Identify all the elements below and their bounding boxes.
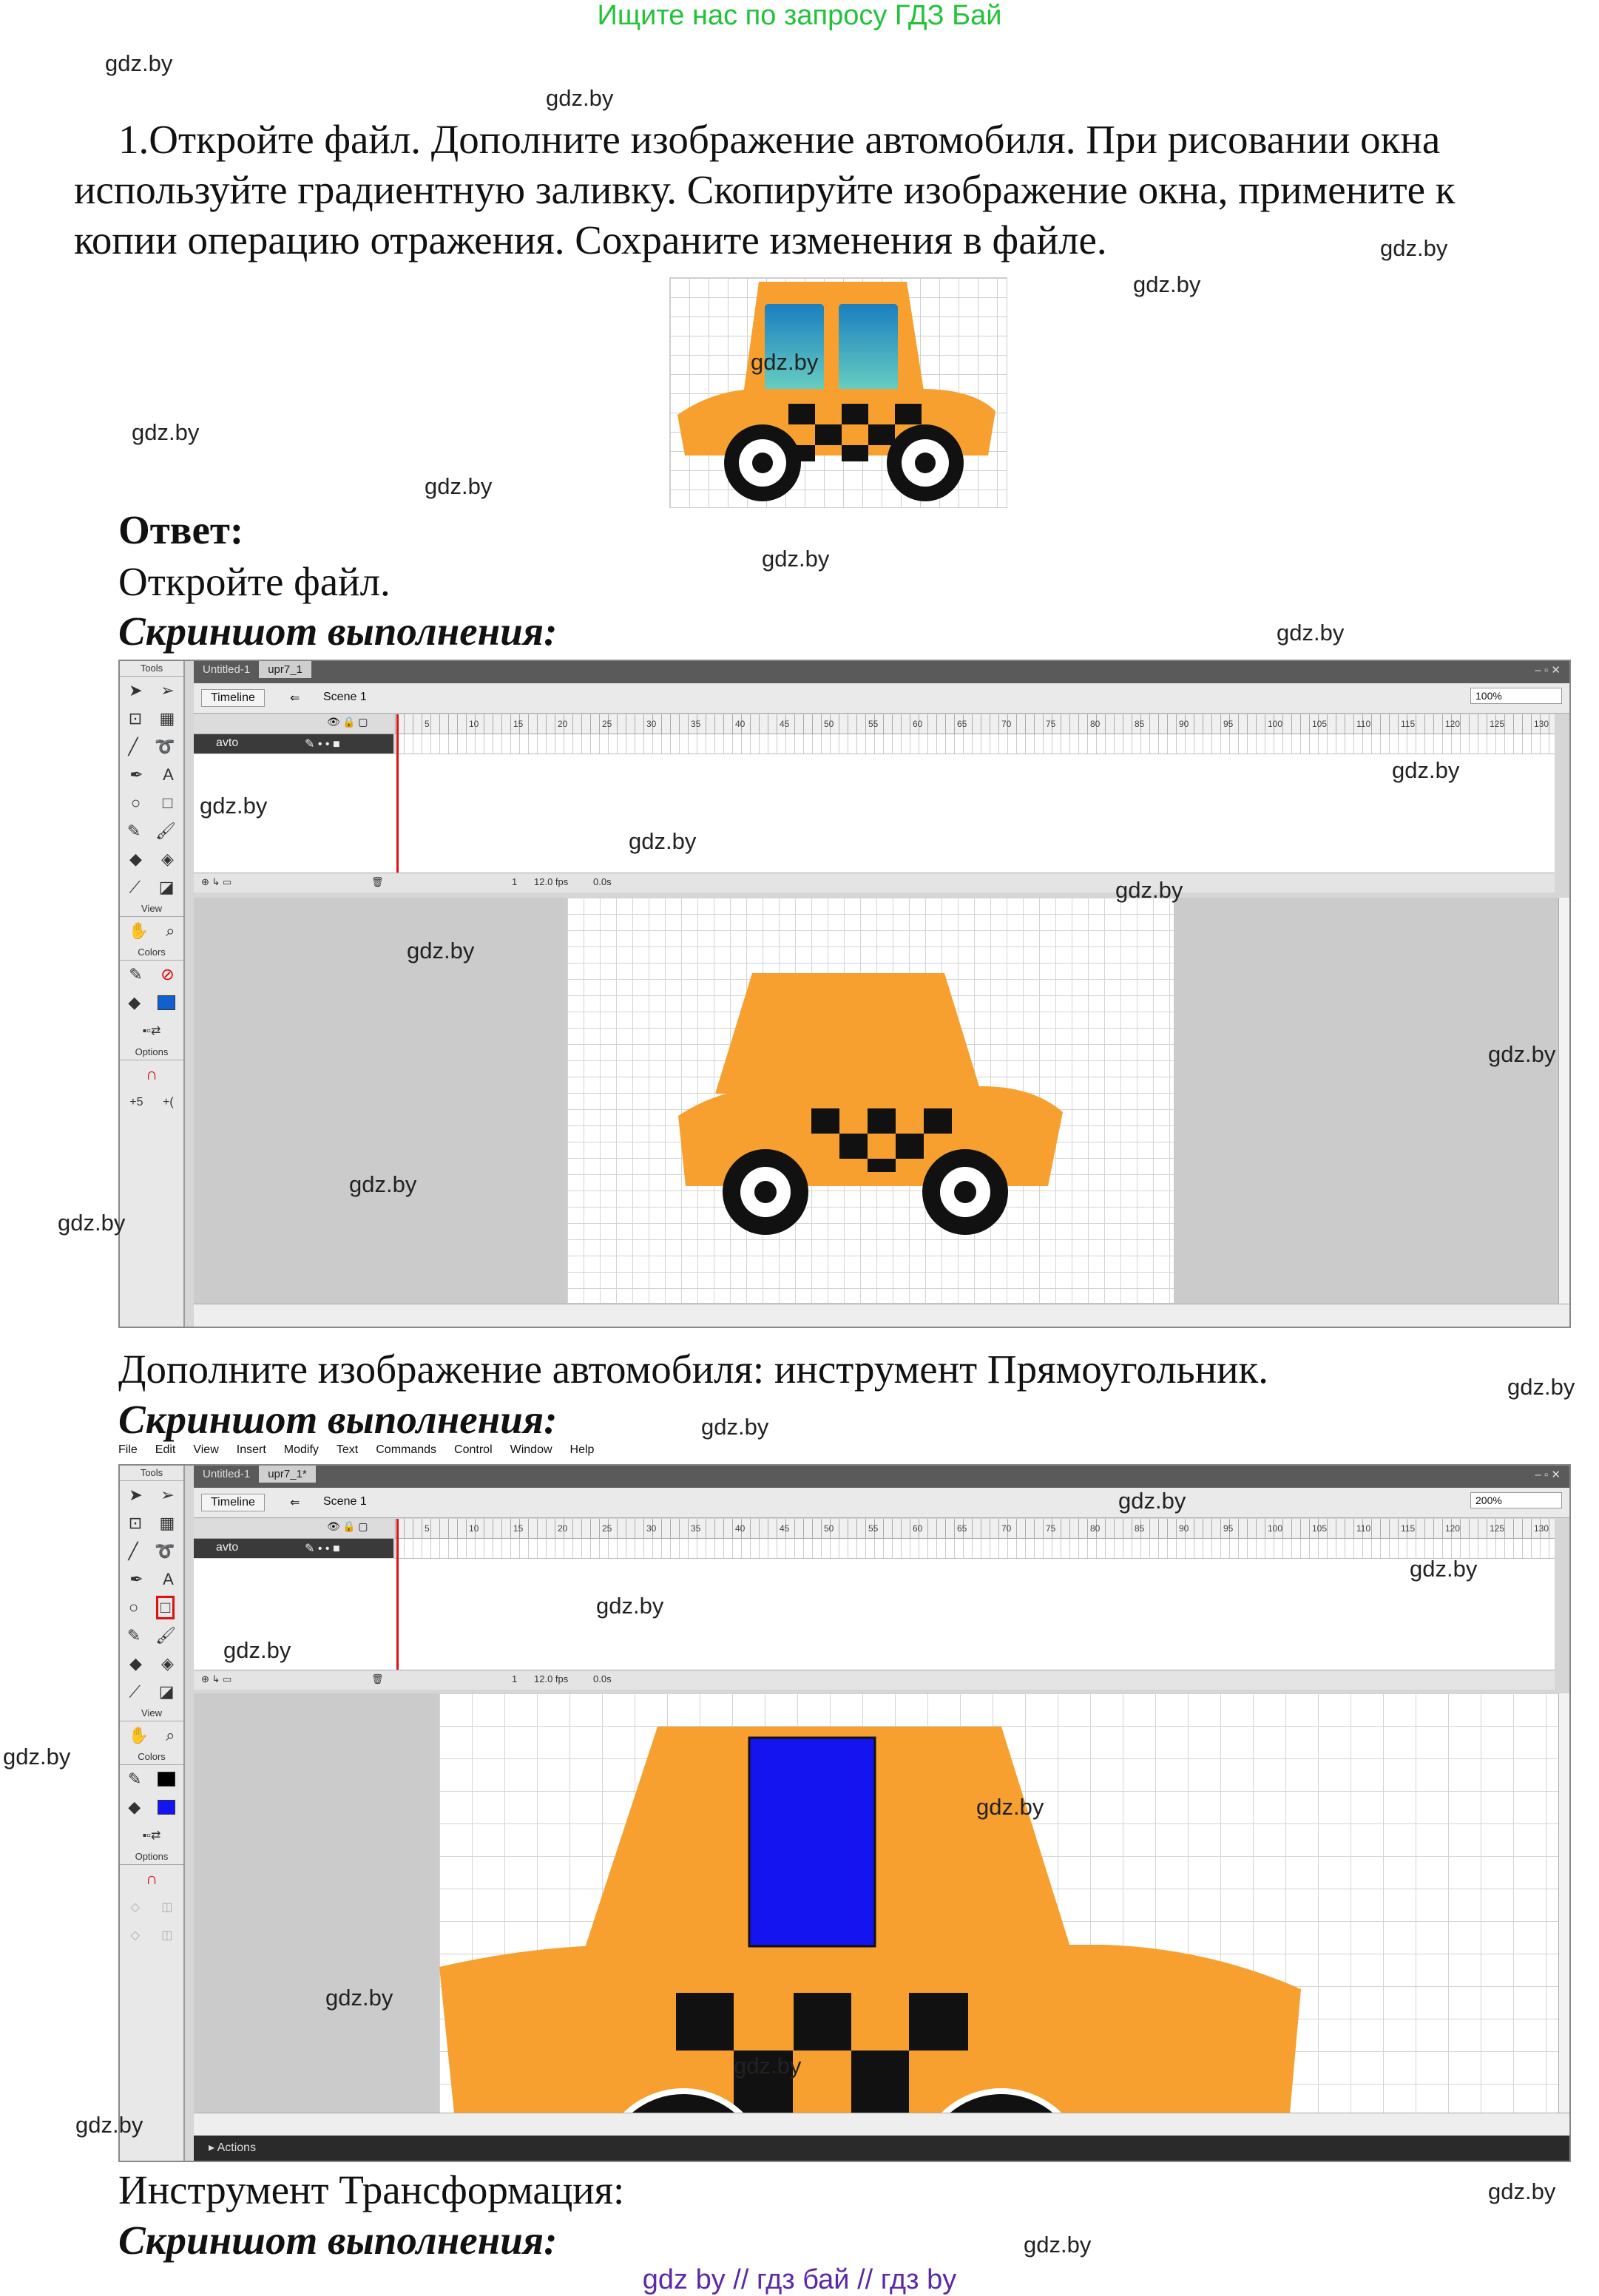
ruler-tick-label: 70 [1001,719,1012,729]
watermark: gdz.by [200,793,268,819]
ruler-tick-label: 110 [1356,719,1371,729]
scene-label[interactable]: Scene 1 [323,691,367,703]
watermark: gdz.by [596,1593,664,1619]
frame-ruler [395,714,1555,734]
timeline-status [194,873,1555,893]
ruler-tick-label: 110 [1356,1523,1371,1534]
screenshot-label-2: Скриншот выполнения: [118,1397,558,1442]
menu-item-edit[interactable]: Edit [155,1443,176,1456]
add-layer-icons[interactable]: ⊕ ↳ ▭ [201,876,232,887]
zoom-select[interactable]: 100% [1470,688,1562,704]
lasso-tool-icon[interactable]: ➰ [155,1542,175,1560]
layer-row-avto[interactable] [194,1539,393,1558]
watermark: gdz.by [105,50,173,76]
brush-tool-icon[interactable]: 🖌 [155,1626,177,1645]
actions-panel[interactable]: ▸ Actions [194,2136,1569,2161]
fill-bucket-icon[interactable]: ◆ [128,993,141,1012]
window-controls[interactable]: – ▫ ✕ [1535,664,1561,677]
ruler-tick-label: 20 [558,719,568,729]
taxi-shape[interactable] [567,898,1174,1303]
text-tool-icon[interactable]: A [163,765,174,784]
watermark: gdz.by [1277,620,1345,646]
watermark: gdz.by [58,1210,126,1236]
stroke-color-swatch[interactable] [158,1772,175,1787]
step2-text: Дополните изображение автомобиля: инструмент Прямоугольник. [118,1347,1268,1392]
ruler-tick-label: 100 [1268,1523,1283,1534]
watermark: gdz.by [546,85,614,111]
tools-panel [120,661,185,1327]
watermark: gdz.by [629,828,697,854]
watermark: gdz.by [325,1985,393,2011]
document-tabs [194,661,1569,683]
edit-bar [194,1488,1569,1518]
flash-window-1 [118,660,1571,1328]
watermark: gdz.by [1410,1556,1478,1582]
options-label: Options [120,1849,183,1865]
layer-header [194,714,393,734]
ruler-tick-label: 10 [469,1523,479,1534]
ruler-tick-label: 105 [1312,1523,1328,1534]
view-label: View [120,1706,183,1721]
taxi-illustration [669,277,1007,508]
eyedropper-icon[interactable]: ⟋ [129,1682,141,1701]
screenshot-label-1: Скриншот выполнения: [118,609,558,654]
ruler-tick-label: 35 [691,1523,701,1534]
watermark: gdz.by [1115,877,1183,903]
hand-tool-icon[interactable]: ✋ [128,921,149,940]
oval-tool-icon[interactable]: ○ [128,1598,139,1616]
watermark: gdz.by [1488,1041,1556,1067]
ruler-tick-label: 35 [691,719,701,729]
timeline-status [194,1670,1555,1690]
watermark: gdz.by [1392,757,1460,783]
ruler-tick-label: 15 [513,1523,524,1534]
watermark: gdz.by [1118,1488,1186,1514]
playhead[interactable] [396,714,399,892]
flash-window-2 [118,1464,1571,2162]
ruler-tick-label: 80 [1090,1523,1101,1534]
vertical-scrollbar[interactable] [1558,898,1569,1304]
brush-tool-icon[interactable]: 🖌 [155,822,177,840]
arrow-tool-icon[interactable]: ➤ [129,1486,143,1504]
ruler-tick-label: 65 [957,719,967,729]
frame-ruler [395,1519,1555,1539]
zoom-tool-icon[interactable]: ⌕ [166,1726,175,1744]
ruler-tick-label: 90 [1179,1523,1189,1534]
menu-item-window[interactable]: Window [510,1443,552,1456]
option-icon-1[interactable]: ◇ [130,1901,140,1914]
snap-magnet-icon[interactable]: ∩ [146,1065,158,1083]
taxi-image [670,278,1007,507]
trash-icon[interactable]: 🗑 [371,876,384,887]
layer-name: avto [216,736,239,749]
fill-color-swatch[interactable] [158,995,175,1010]
timeline-button[interactable]: Timeline [201,689,265,707]
ruler-tick-label: 40 [735,1523,746,1534]
paint-bucket-icon[interactable]: ◈ [161,850,174,868]
watermark: gdz.by [734,2053,802,2079]
menu-item-text[interactable]: Text [336,1443,359,1456]
colors-label: Colors [120,945,183,961]
ruler-tick-label: 60 [913,719,923,729]
gradient-transform-icon[interactable]: ▦ [159,1514,175,1532]
layer-edit-icon: ✎ • • ■ [305,738,340,751]
ink-bottle-icon[interactable]: ◆ [129,850,142,868]
window-controls[interactable]: – ▫ ✕ [1535,1469,1561,1481]
oval-tool-icon[interactable]: ○ [130,793,141,812]
menu-item-insert[interactable]: Insert [236,1443,266,1456]
ruler-tick-label: 60 [913,1523,923,1534]
ruler-tick-label: 70 [1001,1523,1012,1534]
watermark: gdz.by [425,473,493,499]
swap-colors-icon[interactable]: ▪▫⇄ [142,1829,161,1842]
ruler-tick-label: 85 [1135,1523,1145,1534]
ruler-tick-label: 90 [1179,719,1189,729]
subselect-tool-icon[interactable]: ➢ [160,681,175,700]
watermark: gdz.by [132,419,200,445]
ruler-tick-label: 40 [735,719,746,729]
ruler-tick-label: 115 [1401,719,1416,729]
option-icon-3[interactable]: ◇ [130,1929,140,1942]
add-layer-icons[interactable]: ⊕ ↳ ▭ [201,1673,232,1684]
watermark: gdz.by [751,349,819,375]
layer-row-avto[interactable] [194,734,393,754]
free-transform-icon[interactable]: ⊡ [128,1514,143,1532]
ruler-tick-label: 45 [780,1523,790,1534]
frame-rate: 12.0 fps [534,1673,569,1684]
watermark: gdz.by [976,1794,1044,1820]
eraser-icon[interactable]: ◪ [158,1682,175,1701]
no-color-icon[interactable]: ⊘ [160,965,175,983]
vertical-scrollbar[interactable] [1558,1693,1569,2113]
layer-edit-icon: ✎ • • ■ [305,1542,340,1555]
ruler-tick-label: 20 [558,1523,568,1534]
tab-untitled[interactable]: Untitled-1 [203,663,251,676]
snap-magnet-icon[interactable]: ∩ [146,1869,158,1888]
screenshot-label-3: Скриншот выполнения: [118,2218,558,2263]
footer-links[interactable]: gdz by // гдз бай // гдз by [642,2264,957,2295]
back-arrow-icon[interactable]: ⇐ [290,1497,300,1509]
document-tabs [194,1466,1569,1488]
ruler-tick-label: 65 [957,1523,967,1534]
hand-tool-icon[interactable]: ✋ [128,1726,149,1744]
menu-bar [118,1443,1568,1463]
lasso-tool-icon[interactable]: ➰ [155,737,175,756]
watermark: gdz.by [1133,271,1201,297]
ruler-tick-label: 130 [1534,719,1549,729]
ruler-tick-label: 10 [469,719,479,729]
straighten-icon[interactable]: +( [163,1096,174,1108]
frames-row[interactable] [395,1539,1555,1559]
taxi-shape-zoomed[interactable] [439,1693,1558,2113]
watermark: gdz.by [349,1171,417,1197]
horizontal-scrollbar[interactable] [194,1304,1569,1327]
arrow-tool-icon[interactable]: ➤ [129,681,143,700]
ruler-tick-label: 50 [824,719,834,729]
tools-panel [120,1466,185,2161]
ruler-tick-label: 95 [1223,719,1234,729]
menu-item-commands[interactable]: Commands [376,1443,437,1456]
ruler-tick-label: 85 [1135,719,1145,729]
view-label: View [120,901,183,917]
tab-upr7[interactable]: upr7_1* [259,1466,316,1483]
ruler-tick-label: 75 [1046,719,1056,729]
frame-rate: 12.0 fps [534,876,569,887]
watermark: gdz.by [223,1637,291,1663]
answer-heading: Ответ: [118,507,244,552]
ruler-tick-label: 55 [868,719,879,729]
tools-label: Tools [120,1466,183,1481]
free-transform-icon[interactable]: ⊡ [128,709,143,728]
options-label: Options [120,1045,183,1060]
zoom-select[interactable]: 200% [1470,1492,1562,1508]
ruler-tick-label: 100 [1268,719,1283,729]
ruler-tick-label: 95 [1223,1523,1234,1534]
pen-tool-icon[interactable]: ✒ [129,1570,143,1588]
ruler-tick-label: 25 [602,1523,612,1534]
ruler-tick-label: 45 [780,719,790,729]
menu-item-file[interactable]: File [118,1443,138,1456]
menu-item-view[interactable]: View [193,1443,219,1456]
trash-icon[interactable]: 🗑 [371,1673,384,1684]
watermark: gdz.by [1507,1374,1575,1400]
tab-upr7[interactable]: upr7_1 [259,661,311,678]
watermark: gdz.by [1380,235,1448,261]
eyedropper-icon[interactable]: ⟋ [129,878,141,896]
ruler-tick-label: 15 [513,719,524,729]
ruler-tick-label: 50 [824,1523,834,1534]
current-frame: 1 [512,1673,518,1684]
playhead[interactable] [396,1519,399,1686]
step1-text: Откройте файл. [118,559,391,604]
ruler-tick-label: 30 [646,719,657,729]
horizontal-scrollbar[interactable] [194,2113,1569,2136]
ruler-tick-label: 115 [1401,1523,1416,1534]
rectangle-tool-icon[interactable]: □ [162,793,173,812]
step3-text: Инструмент Трансформация: [118,2167,625,2212]
ruler-tick-label: 55 [868,1523,879,1534]
layer-header [194,1519,393,1539]
swap-colors-icon[interactable]: ▪▫⇄ [142,1025,161,1037]
smooth-icon[interactable]: +5 [129,1096,143,1108]
fill-bucket-icon[interactable]: ◆ [128,1798,141,1816]
stage[interactable] [439,1693,1559,2113]
option-icon-2[interactable]: ◫ [161,1901,173,1914]
ruler-tick-label: 105 [1312,719,1328,729]
ruler-tick-label: 5 [425,719,430,729]
ruler-tick-label: 120 [1445,1523,1461,1534]
fill-color-swatch[interactable] [158,1800,175,1815]
task-text [74,115,1546,265]
watermark: gdz.by [762,546,830,572]
timeline-button[interactable]: Timeline [201,1494,265,1511]
paint-bucket-icon[interactable]: ◈ [161,1654,174,1673]
elapsed-time: 0.0s [593,876,612,887]
ruler-tick-label: 125 [1490,719,1505,729]
back-arrow-icon[interactable]: ⇐ [290,692,300,705]
pencil-tool-icon[interactable]: ✎ [126,1626,141,1645]
tab-untitled[interactable]: Untitled-1 [203,1468,251,1480]
pen-tool-icon[interactable]: ✒ [129,765,143,784]
search-hint[interactable]: Ищите нас по запросу ГДЗ Бай [597,0,1002,31]
watermark: gdz.by [3,1744,71,1770]
watermark: gdz.by [1488,2178,1556,2204]
zoom-tool-icon[interactable]: ⌕ [166,921,175,940]
menu-item-modify[interactable]: Modify [283,1443,319,1456]
menu-item-help[interactable]: Help [569,1443,595,1456]
watermark: gdz.by [407,938,475,964]
eraser-icon[interactable]: ◪ [158,878,175,896]
stroke-color-icon[interactable]: ✎ [127,1770,142,1788]
line-tool-icon[interactable]: ╱ [128,737,138,756]
watermark: gdz.by [75,2112,143,2138]
ruler-tick-label: 80 [1090,719,1101,729]
tools-label: Tools [120,661,183,677]
watermark: gdz.by [701,1414,769,1440]
window-rectangle [749,1738,875,1946]
frames-row[interactable] [395,734,1555,754]
edit-bar [194,683,1569,714]
stroke-color-icon[interactable]: ✎ [129,965,143,983]
line-tool-icon[interactable]: ╱ [128,1542,138,1560]
stage[interactable] [567,898,1174,1303]
task-body: 1.Откройте файл. Дополните изображение автомобиля. При рисовании окна используйте градиентную заливку. Скопируйте изображение окна, примените к копии операцию отражения. Сохраните изменения в файле. [74,117,1456,263]
current-frame: 1 [512,876,518,887]
eye-lock-icons[interactable]: 👁 🔒 ▢ [327,717,368,728]
ink-bottle-icon[interactable]: ◆ [129,1654,142,1673]
ruler-tick-label: 130 [1534,1523,1549,1534]
menu-item-control[interactable]: Control [454,1443,493,1456]
ruler-tick-label: 125 [1490,1523,1505,1534]
colors-label: Colors [120,1750,183,1765]
subselect-tool-icon[interactable]: ➢ [160,1486,175,1504]
ruler-tick-label: 30 [646,1523,657,1534]
pencil-tool-icon[interactable]: ✎ [126,822,141,840]
ruler-tick-label: 5 [425,1523,430,1534]
option-icon-4[interactable]: ◫ [161,1929,173,1942]
eye-lock-icons[interactable]: 👁 🔒 ▢ [327,1522,368,1533]
ruler-tick-label: 75 [1046,1523,1056,1534]
gradient-transform-icon[interactable]: ▦ [159,709,175,728]
rectangle-tool-icon-selected[interactable]: □ [156,1596,175,1619]
elapsed-time: 0.0s [593,1673,612,1684]
scene-label[interactable]: Scene 1 [323,1495,367,1508]
ruler-tick-label: 25 [602,719,612,729]
ruler-tick-label: 120 [1445,719,1461,729]
layer-name: avto [216,1541,239,1554]
text-tool-icon[interactable]: A [163,1570,174,1588]
watermark: gdz.by [1024,2232,1092,2258]
